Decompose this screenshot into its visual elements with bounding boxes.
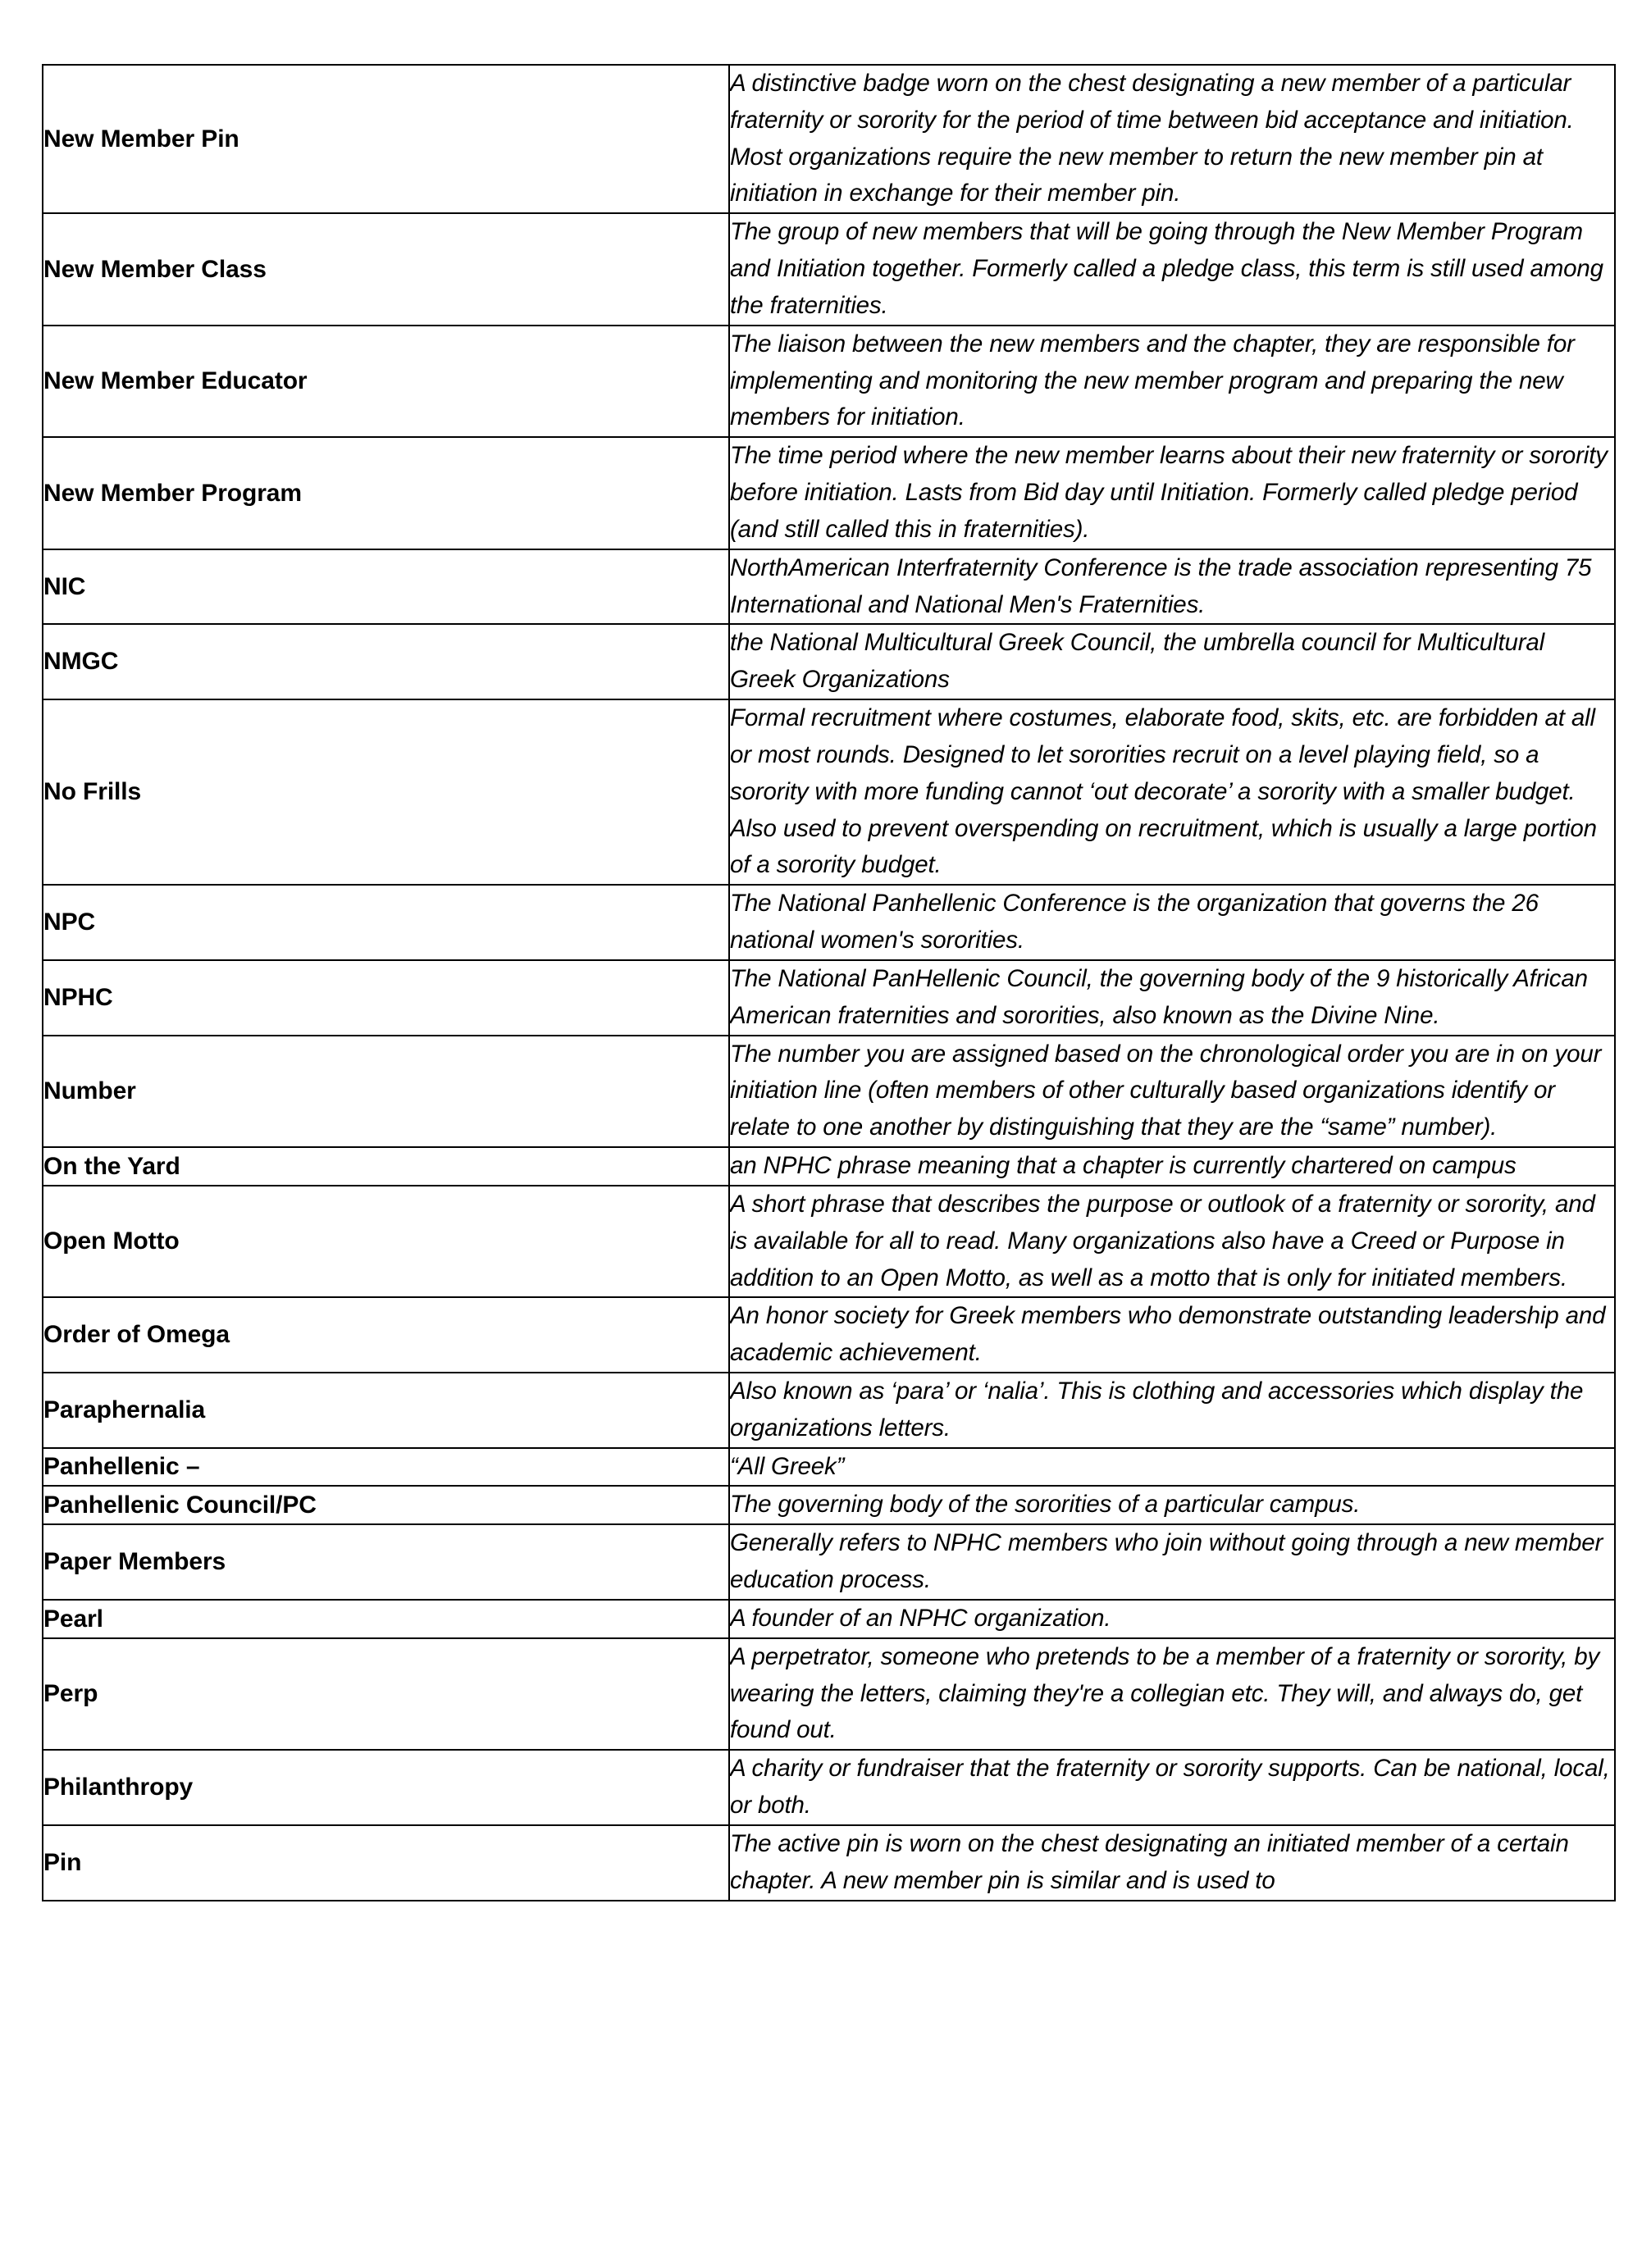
glossary-table-body bbox=[43, 65, 1615, 1901]
definition-cell: A distinctive badge worn on the chest designating a new member of a particular fraternity or sorority for the period of time between bid acceptance and initiation. Most organizations require the new member to return the new member pin at initiation in exchange for their member pin. bbox=[729, 65, 1615, 213]
definition-cell: “All Greek” bbox=[729, 1448, 1615, 1487]
definition-cell: The time period where the new member learns about their new fraternity or sorority before initiation. Lasts from Bid day until Initiation. Formerly called pledge period (and still called this in fraternities). bbox=[729, 437, 1615, 549]
term-cell: Number bbox=[43, 1036, 729, 1147]
table-row bbox=[43, 1638, 1615, 1750]
table-row bbox=[43, 213, 1615, 325]
definition-cell: Generally refers to NPHC members who join without going through a new member education process. bbox=[729, 1524, 1615, 1600]
term-cell: Panhellenic Council/PC bbox=[43, 1486, 729, 1524]
term-cell: No Frills bbox=[43, 699, 729, 885]
table-row bbox=[43, 624, 1615, 699]
definition-cell: The governing body of the sororities of a particular campus. bbox=[729, 1486, 1615, 1524]
term-cell: Paper Members bbox=[43, 1524, 729, 1600]
definition-cell: The National PanHellenic Council, the governing body of the 9 historically African American fraternities and sororities, also known as the Divine Nine. bbox=[729, 960, 1615, 1036]
term-cell: Perp bbox=[43, 1638, 729, 1750]
definition-cell: The group of new members that will be going through the New Member Program and Initiation together. Formerly called a pledge class, this term is still used among the fraternities. bbox=[729, 213, 1615, 325]
glossary-table bbox=[42, 64, 1616, 1901]
term-cell: NPHC bbox=[43, 960, 729, 1036]
term-cell: New Member Program bbox=[43, 437, 729, 549]
definition-cell: the National Multicultural Greek Council, the umbrella council for Multicultural Greek Organizations bbox=[729, 624, 1615, 699]
table-row bbox=[43, 326, 1615, 437]
definition-cell: The National Panhellenic Conference is the organization that governs the 26 national women's sororities. bbox=[729, 885, 1615, 960]
definition-cell: A charity or fundraiser that the fraternity or sorority supports. Can be national, local, or both. bbox=[729, 1750, 1615, 1825]
term-cell: Order of Omega bbox=[43, 1297, 729, 1373]
term-cell: NPC bbox=[43, 885, 729, 960]
definition-cell: A founder of an NPHC organization. bbox=[729, 1600, 1615, 1638]
definition-cell: Formal recruitment where costumes, elaborate food, skits, etc. are forbidden at all or most rounds. Designed to let sororities recruit on a level playing field, so a sorority with more funding cannot ‘out decorate’ a sorority with a smaller budget. Also used to prevent overspending on recruitment, which is usually a large portion of a sorority budget. bbox=[729, 699, 1615, 885]
table-row bbox=[43, 1600, 1615, 1638]
definition-cell: The liaison between the new members and the chapter, they are responsible for implementing and monitoring the new member program and preparing the new members for initiation. bbox=[729, 326, 1615, 437]
table-row bbox=[43, 549, 1615, 625]
term-cell: Pin bbox=[43, 1825, 729, 1901]
definition-cell: A short phrase that describes the purpose or outlook of a fraternity or sorority, and is available for all to read. Many organizations also have a Creed or Purpose in addition to an Open Motto, as well as a motto that is only for initiated members. bbox=[729, 1186, 1615, 1297]
table-row bbox=[43, 1186, 1615, 1297]
table-row bbox=[43, 1524, 1615, 1600]
table-row bbox=[43, 1448, 1615, 1487]
term-cell: Paraphernalia bbox=[43, 1373, 729, 1448]
table-row bbox=[43, 960, 1615, 1036]
definition-cell: The number you are assigned based on the chronological order you are in on your initiation line (often members of other culturally based organizations identify or relate to one another by distinguishing that they are the “same” number). bbox=[729, 1036, 1615, 1147]
table-row bbox=[43, 1486, 1615, 1524]
term-cell: NIC bbox=[43, 549, 729, 625]
term-cell: Philanthropy bbox=[43, 1750, 729, 1825]
table-row bbox=[43, 1297, 1615, 1373]
definition-cell: An honor society for Greek members who demonstrate outstanding leadership and academic achievement. bbox=[729, 1297, 1615, 1373]
term-cell: New Member Pin bbox=[43, 65, 729, 213]
term-cell: On the Yard bbox=[43, 1147, 729, 1186]
term-cell: NMGC bbox=[43, 624, 729, 699]
table-row bbox=[43, 1825, 1615, 1901]
table-row bbox=[43, 699, 1615, 885]
definition-cell: Also known as ‘para’ or ‘nalia’. This is clothing and accessories which display the organizations letters. bbox=[729, 1373, 1615, 1448]
table-row bbox=[43, 65, 1615, 213]
definition-cell: The active pin is worn on the chest designating an initiated member of a certain chapter. A new member pin is similar and is used to bbox=[729, 1825, 1615, 1901]
term-cell: New Member Class bbox=[43, 213, 729, 325]
definition-cell: an NPHC phrase meaning that a chapter is currently chartered on campus bbox=[729, 1147, 1615, 1186]
table-row bbox=[43, 885, 1615, 960]
term-cell: New Member Educator bbox=[43, 326, 729, 437]
table-row bbox=[43, 1750, 1615, 1825]
table-row bbox=[43, 1373, 1615, 1448]
term-cell: Panhellenic – bbox=[43, 1448, 729, 1487]
table-row bbox=[43, 1147, 1615, 1186]
table-row bbox=[43, 1036, 1615, 1147]
term-cell: Pearl bbox=[43, 1600, 729, 1638]
definition-cell: A perpetrator, someone who pretends to be a member of a fraternity or sorority, by wearing the letters, claiming they're a collegian etc. They will, and always do, get found out. bbox=[729, 1638, 1615, 1750]
table-row bbox=[43, 437, 1615, 549]
definition-cell: NorthAmerican Interfraternity Conference is the trade association representing 75 International and National Men's Fraternities. bbox=[729, 549, 1615, 625]
term-cell: Open Motto bbox=[43, 1186, 729, 1297]
